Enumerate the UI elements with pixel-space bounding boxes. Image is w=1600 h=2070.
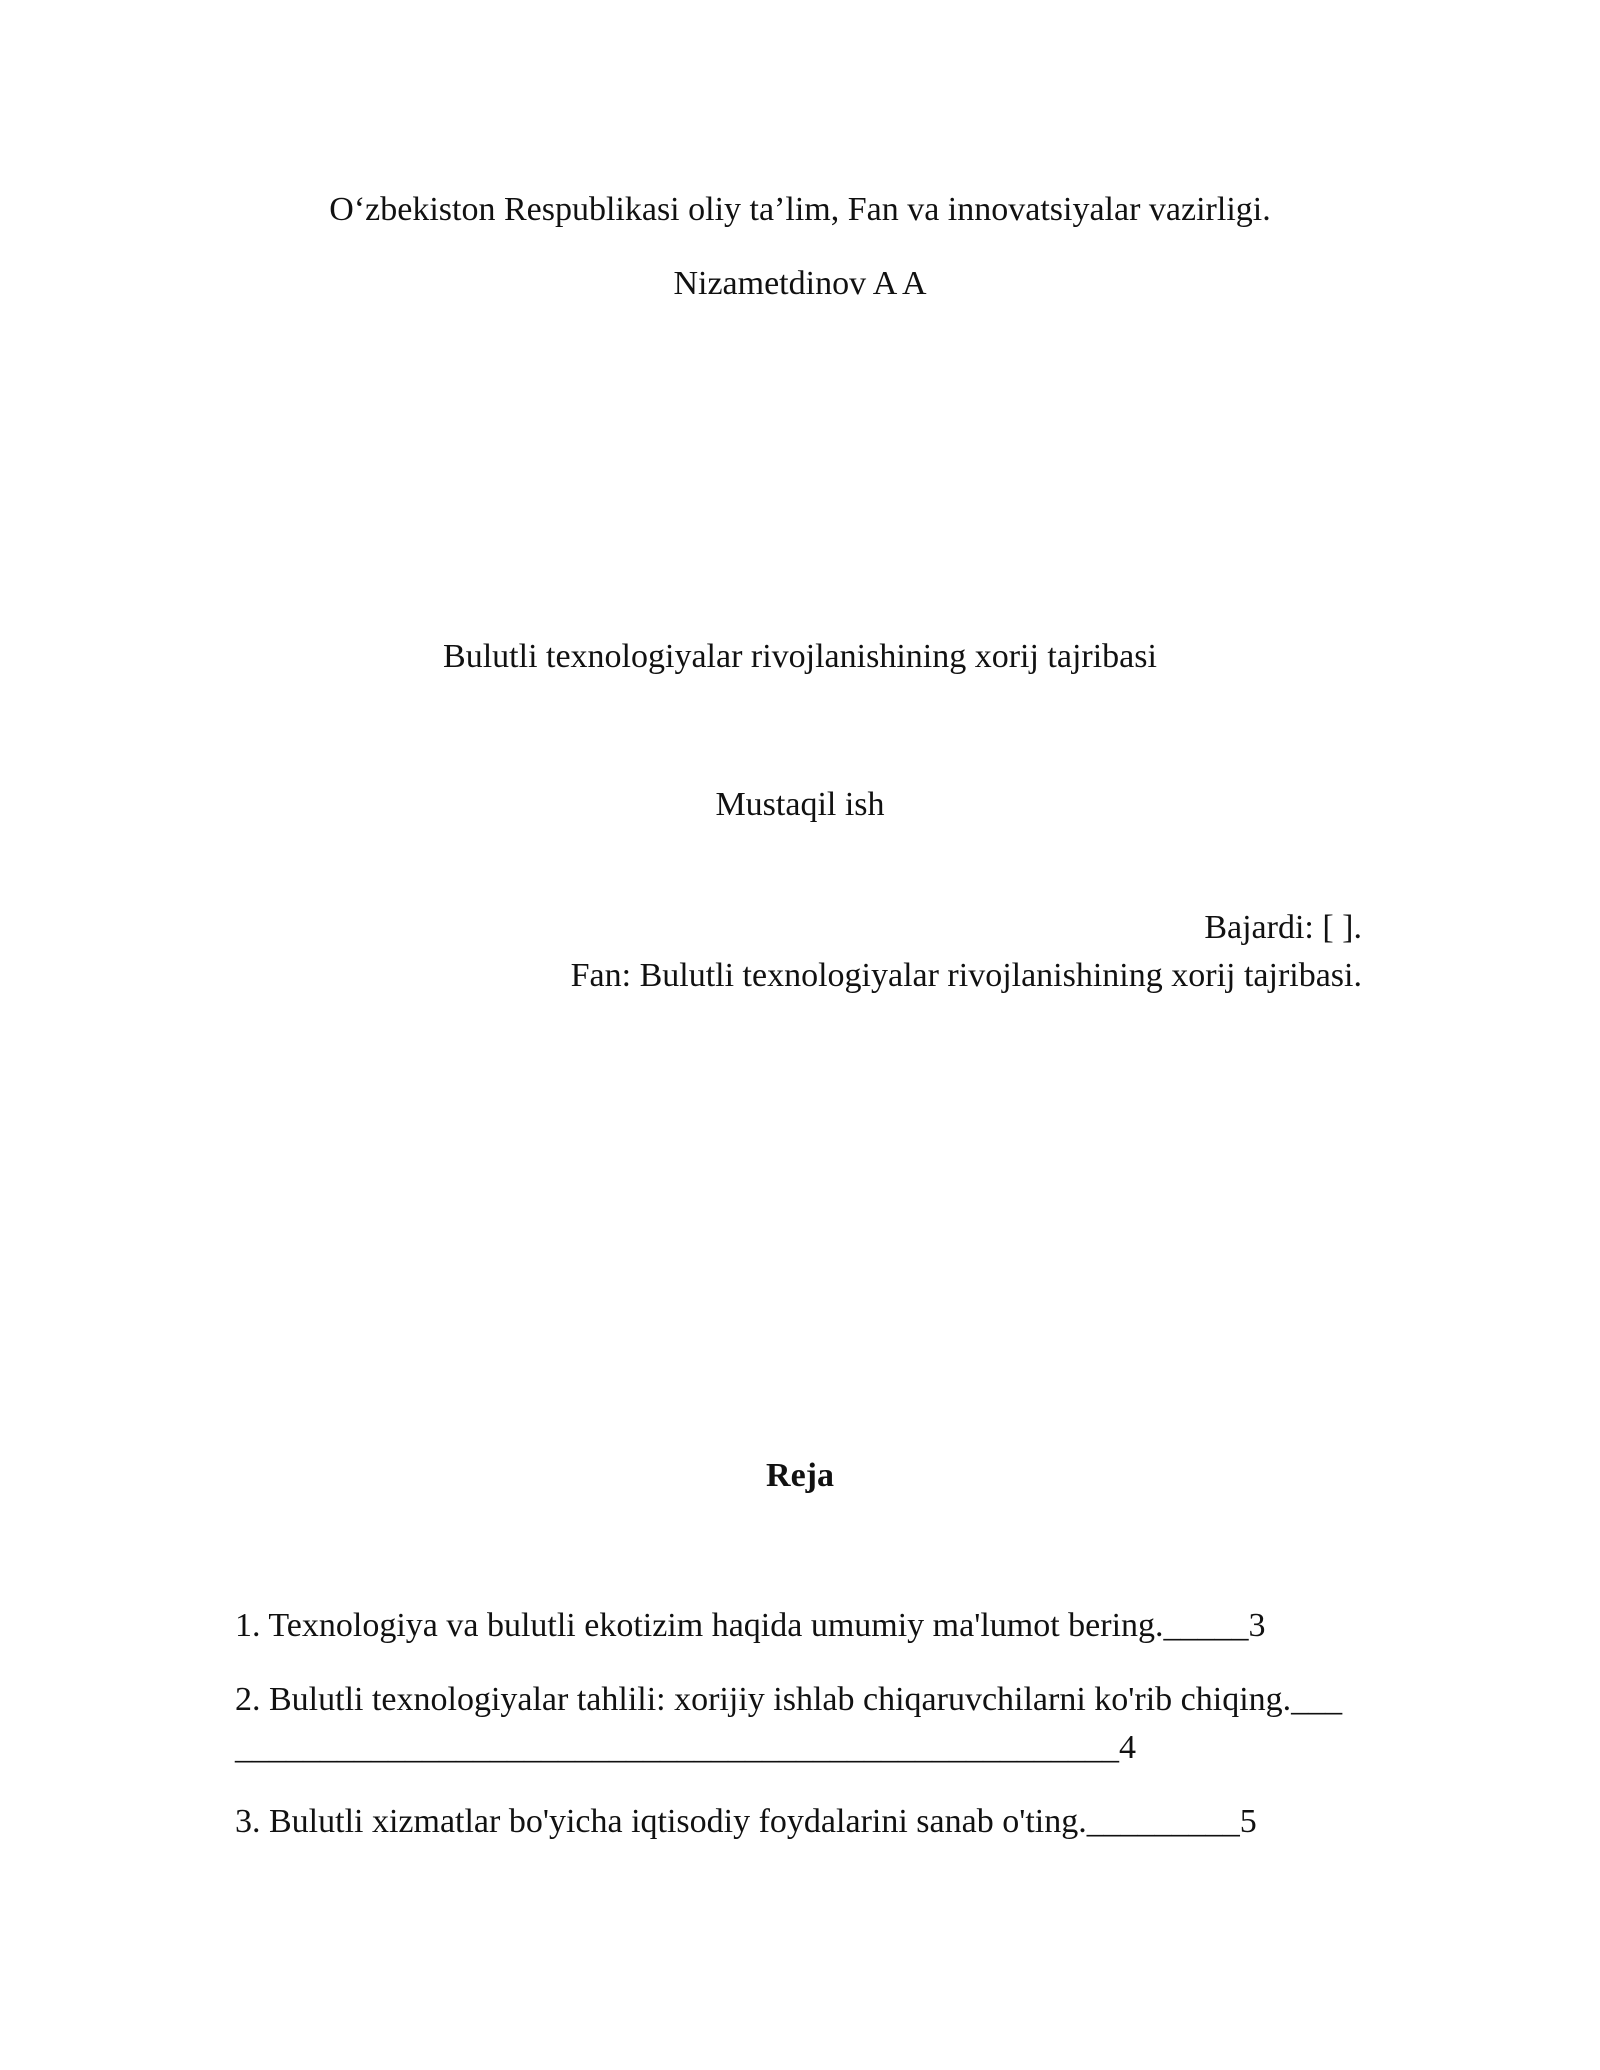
ministry-title: O‘zbekiston Respublikasi oliy ta’lim, Fan va innovatsiyalar vazirligi. <box>329 191 1271 228</box>
subject-line: Fan: Bulutli texnologiyalar rivojlanishining xorij tajribasi. <box>570 957 1362 994</box>
plan-item-2: 2. Bulutli texnologiyalar tahlili: xorijiy ishlab chiqaruvchilarni ko'rib chiqing._______________________________________________________4 <box>235 1681 1343 1766</box>
author-name: Nizametdinov A A <box>673 265 927 302</box>
plan-heading: Reja <box>766 1457 834 1494</box>
work-type: Mustaqil ish <box>715 786 885 823</box>
topic-title: Bulutli texnologiyalar rivojlanishining xorij tajribasi <box>443 638 1157 675</box>
plan-list <box>235 1602 1343 1846</box>
performed-by: Bajardi: [ ]. <box>1204 909 1362 946</box>
plan-item-3: 3. Bulutli xizmatlar bo'yicha iqtisodiy foydalarini sanab o'ting._________5 <box>235 1803 1257 1840</box>
plan-item-1: 1. Texnologiya va bulutli ekotizim haqida umumiy ma'lumot bering._____3 <box>235 1607 1266 1644</box>
